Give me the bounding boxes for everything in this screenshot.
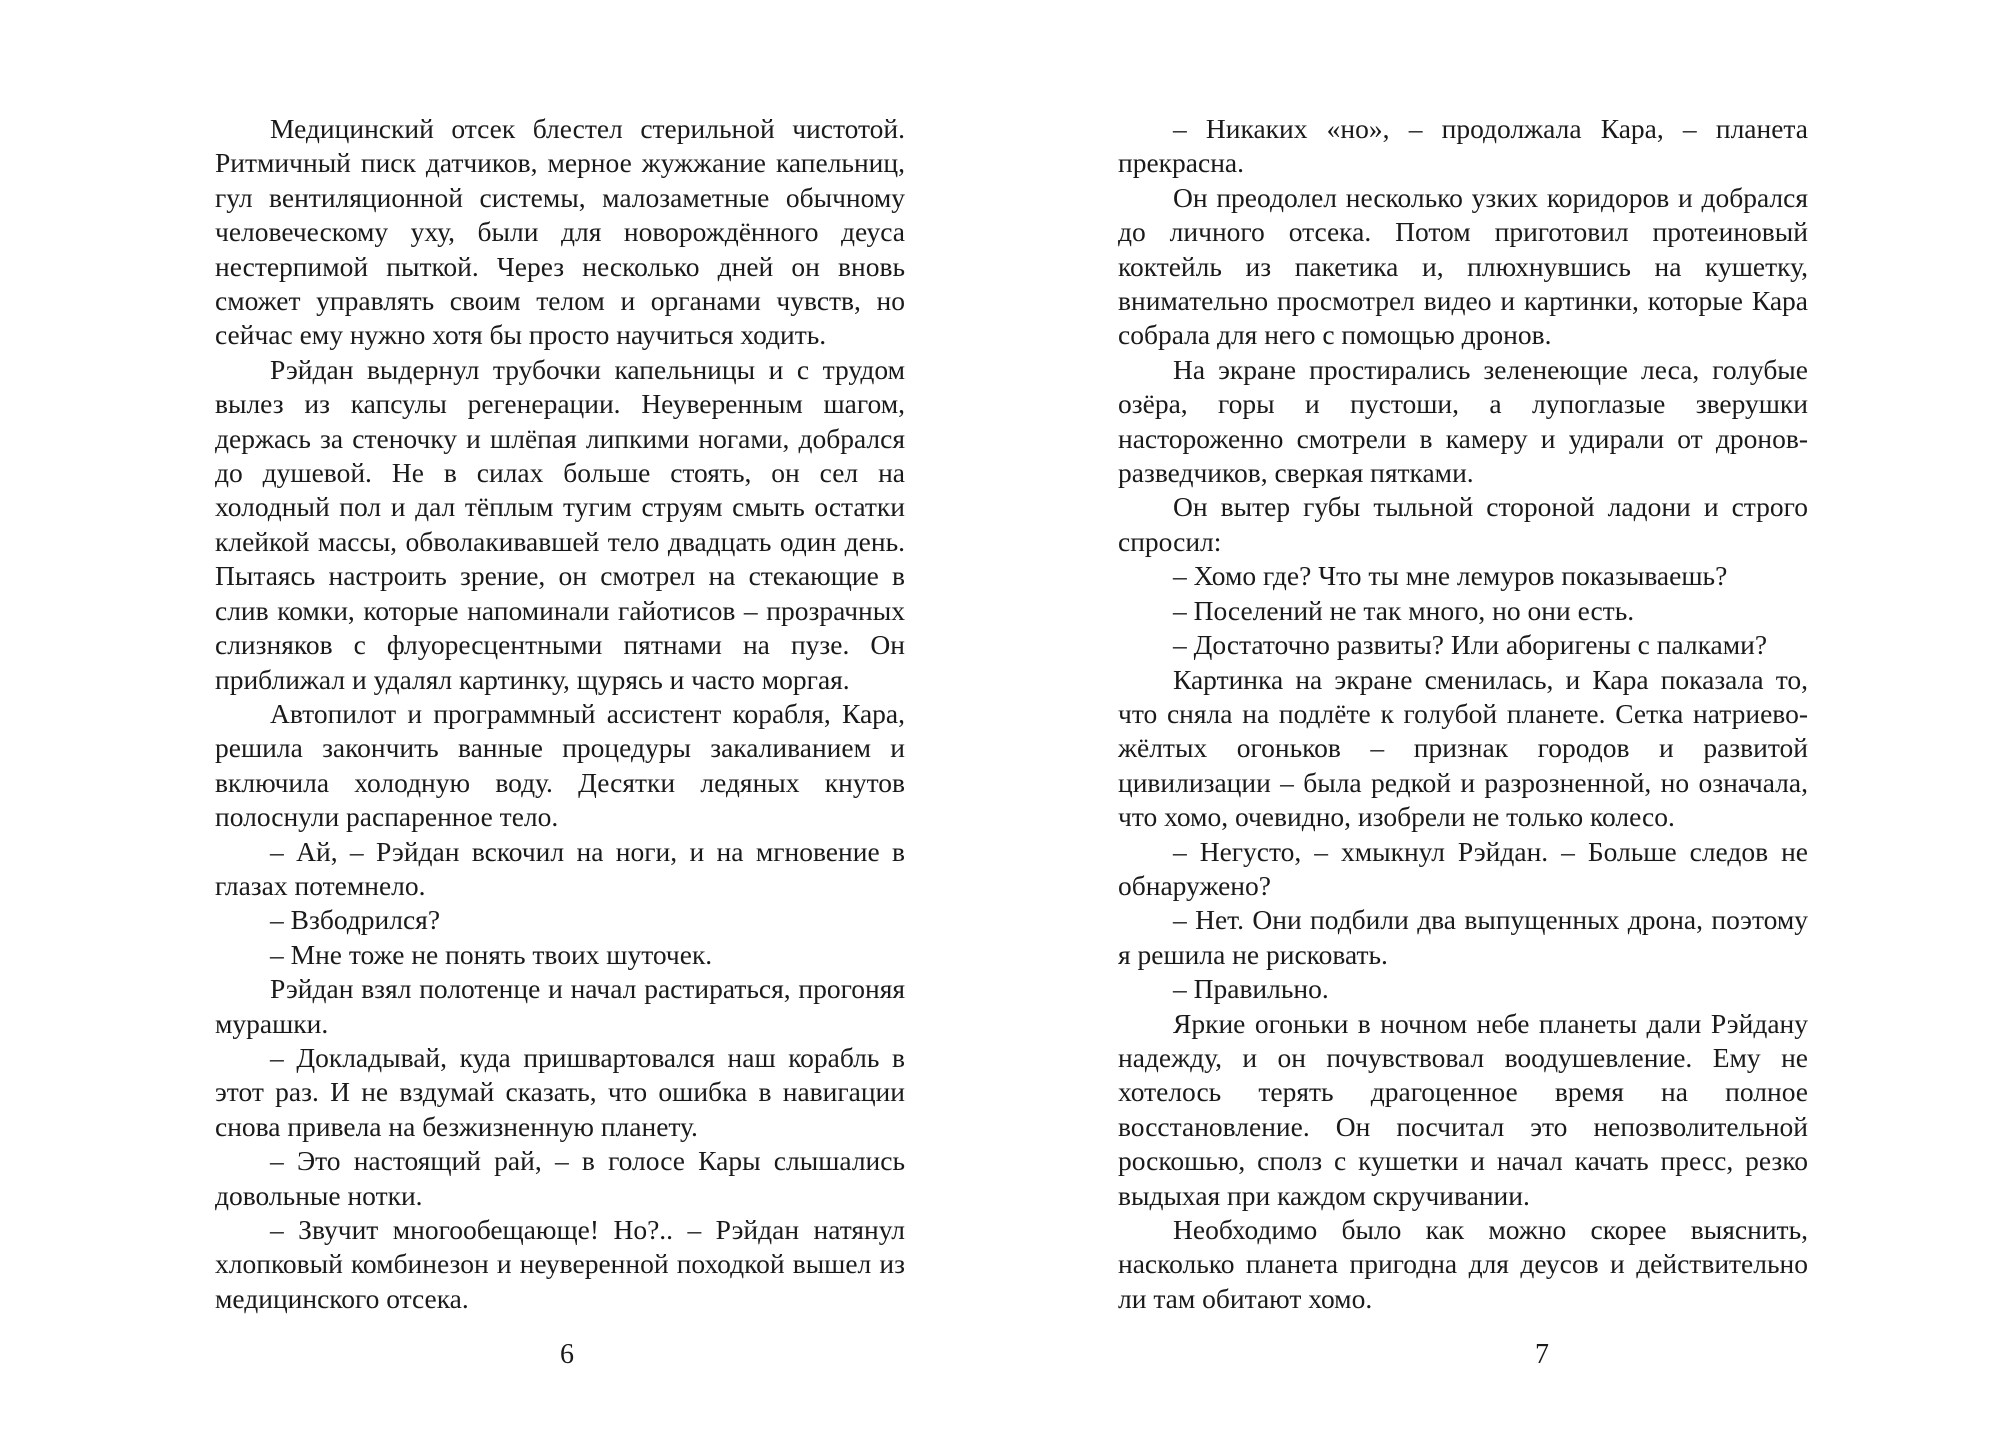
paragraph: На экране простирались зеленеющие леса, голубые озёра, горы и пустоши, а лупоглазые зверушки настороженно смотрели в камеру и удирали от дронов-разведчиков, сверкая пятками.: [1118, 353, 1808, 489]
paragraph: – Поселений не так много, но они есть.: [1173, 594, 1635, 626]
paragraph: – Нет. Они подбили два выпущенных дрона, поэтому я решила не рисковать.: [1118, 904, 1808, 970]
paragraph: – Это настоящий рай, – в голосе Кары слышались довольные нотки.: [215, 1145, 905, 1211]
paragraph: Он преодолел несколько узких коридоров и добрался до личного отсека. Потом приготовил протеиновый коктейль из пакетика и, плюхнувшись на кушетку, внимательно просмотрел видео и картинки, которые Кара собрала для него с помощью дронов.: [1118, 181, 1808, 351]
paragraph: Рэйдан выдернул трубочки капельницы и с трудом вылез из капсулы регенерации. Неуверенным шагом, держась за стеночку и шлёпая липкими ногами, добрался до душевой. Не в силах больше стоять, он сел на холодный пол и дал тёплым тугим струям смыть остатки клейкой массы, обволакивавшей тело двадцать один день. Пытаясь настроить зрение, он смотрел на стекающие в слив комки, которые напоминали гайотисов – прозрачных слизняков с флуоресцентными пятнами на пузе. Он приближал и удалял картинку, щурясь и часто моргая.: [215, 353, 905, 695]
paragraph: – Взбодрился?: [270, 904, 441, 936]
paragraph: – Звучит многообещающе! Но?.. – Рэйдан натянул хлопковый комбинезон и неуверенной походкой вышел из медицинского отсека.: [215, 1214, 905, 1314]
paragraph: – Достаточно развиты? Или аборигены с палками?: [1173, 629, 1768, 661]
paragraph: – Ай, – Рэйдан вскочил на ноги, и на мгновение в глазах потемнело.: [215, 835, 905, 901]
page-number: 6: [560, 1339, 574, 1370]
paragraph: – Негусто, – хмыкнул Рэйдан. – Больше следов не обнаружено?: [1118, 835, 1808, 901]
page-number: 7: [1535, 1339, 1549, 1370]
right-page-text: [1118, 112, 1808, 1316]
paragraph: Необходимо было как можно скорее выяснить, насколько планета пригодна для деусов и действительно ли там обитают хомо.: [1118, 1214, 1808, 1314]
paragraph: Картинка на экране сменилась, и Кара показала то, что сняла на подлёте к голубой планете. Сетка натриево-жёлтых огоньков – признак городов и развитой цивилизации – была редкой и разрозненной, но означала, что хомо, очевидно, изобрели не только колесо.: [1118, 663, 1808, 833]
paragraph: Яркие огоньки в ночном небе планеты дали Рэйдану надежду, и он почувствовал воодушевление. Ему не хотелось терять драгоценное время на полное восстановление. Он посчитал это непозволительной роскошью, сполз с кушетки и начал качать пресс, резко выдыхая при каждом скручивании.: [1118, 1007, 1808, 1211]
paragraph: Рэйдан взял полотенце и начал растираться, прогоняя мурашки.: [215, 973, 905, 1039]
paragraph: – Докладывай, куда пришвартовался наш корабль в этот раз. И не вздумай сказать, что ошибка в навигации снова привела на безжизненную планету.: [215, 1041, 905, 1142]
paragraph: Автопилот и программный ассистент корабля, Кара, решила закончить ванные процедуры закаливанием и включила холодную воду. Десятки ледяных кнутов полоснули распаренное тело.: [215, 697, 905, 833]
paragraph: – Правильно.: [1173, 973, 1329, 1005]
paragraph: – Хомо где? Что ты мне лемуров показываешь?: [1173, 560, 1728, 592]
paragraph: Медицинский отсек блестел стерильной чистотой. Ритмичный писк датчиков, мерное жужжание капельниц, гул вентиляционной системы, малозаметные обычному человеческому уху, были для новорождённого деуса нестерпимой пыткой. Через несколько дней он вновь сможет управлять своим телом и органами чувств, но сейчас ему нужно хотя бы просто научиться ходить.: [215, 113, 905, 351]
right-page: [1000, 0, 2000, 1443]
paragraph: Он вытер губы тыльной стороной ладони и строго спросил:: [1118, 491, 1808, 557]
left-page-text: [215, 112, 905, 1316]
paragraph: – Никаких «но», – продолжала Кара, – планета прекрасна.: [1118, 113, 1808, 179]
paragraph: – Мне тоже не понять твоих шуточек.: [270, 938, 713, 970]
